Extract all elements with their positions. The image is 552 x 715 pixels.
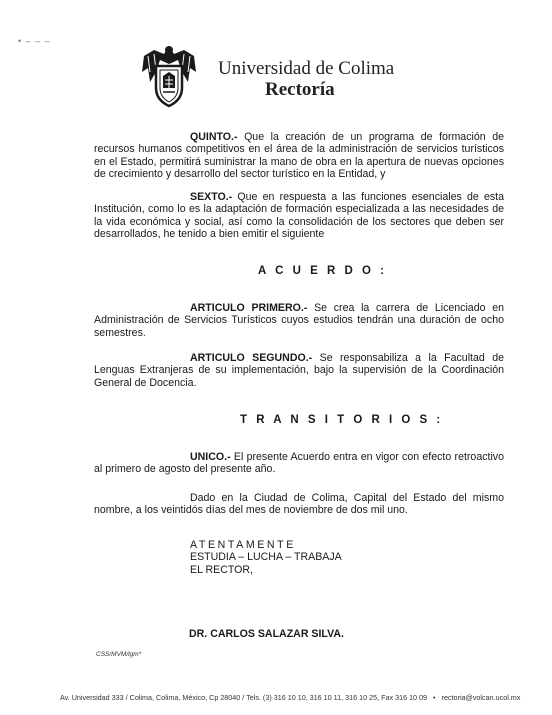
closing-role: EL RECTOR, bbox=[190, 563, 253, 576]
paragraph-lead: ARTICULO SEGUNDO.- bbox=[190, 352, 313, 364]
university-name: Universidad de Colima bbox=[218, 58, 395, 79]
paragraph-text: Que en respuesta a las funciones esenciales de esta bbox=[232, 191, 504, 203]
closing-block bbox=[190, 539, 342, 576]
closing-motto: ESTUDIA – LUCHA – TRABAJA bbox=[190, 551, 342, 564]
paragraph-line: desarrollados, he tenido a bien emitir el siguiente bbox=[94, 228, 325, 241]
paragraph-text: Se responsabiliza a la Facultad de bbox=[312, 352, 504, 364]
reference-initials: CSS/MVM/lgm* bbox=[96, 651, 142, 658]
paragraph-line: recursos humanos competitivos en el área de la administración de servicios turísticos bbox=[94, 143, 504, 156]
paragraph-line: Administración de Servicios Turísticos cuyos estudios tendrán una duración de ocho bbox=[94, 314, 504, 327]
paragraph-line: Dado en la Ciudad de Colima, Capital del Estado del mismo bbox=[190, 492, 504, 504]
paragraph-text: Que la creación de un programa de formación de bbox=[237, 131, 504, 143]
paragraph-line: Institución, como lo es la adaptación de formación especializada a las necesidades de bbox=[94, 203, 504, 216]
paragraph-line: al primero de agosto del presente año. bbox=[94, 463, 276, 476]
scan-mark: • ‒ ‒ ‒ bbox=[18, 36, 51, 46]
office-name: Rectoría bbox=[265, 79, 335, 100]
paragraph-lead: SEXTO.- bbox=[190, 191, 233, 203]
footer-email: rectoria@volcan.ucol.mx bbox=[441, 693, 521, 702]
paragraph-line: de crecimiento y desarrollo del sector turístico en la Entidad, y bbox=[94, 168, 386, 181]
paragraph-line: en el Estado, permitirá suministrar la mano de obra en la apertura de nuevas opciones bbox=[94, 155, 504, 168]
university-seal-icon bbox=[140, 42, 198, 110]
paragraph-text: Se crea la carrera de Licenciado en bbox=[307, 302, 504, 314]
closing-atentamente: ATENTAMENTE bbox=[190, 539, 296, 551]
paragraph-articulo-segundo bbox=[94, 352, 504, 389]
paragraph-line: la vida económica y social, así como la consolidación de los sectores que deben ser bbox=[94, 215, 504, 228]
acuerdo-heading: A C U E R D O : bbox=[258, 265, 387, 277]
paragraph-line: General de Docencia. bbox=[94, 376, 197, 389]
paragraph-text: El presente Acuerdo entra en vigor con efecto retroactivo bbox=[230, 451, 504, 463]
paragraph-sexto bbox=[94, 191, 504, 241]
paragraph-line: nombre, a los veintidós días del mes de noviembre de dos mil uno. bbox=[94, 504, 408, 517]
transitorios-heading: T R A N S I T O R I O S : bbox=[240, 414, 444, 426]
footer-bullet: • bbox=[433, 693, 436, 702]
paragraph-line: semestres. bbox=[94, 326, 146, 339]
footer bbox=[60, 693, 520, 702]
paragraph-dado bbox=[94, 492, 504, 517]
paragraph-lead: QUINTO.- bbox=[190, 131, 238, 143]
paragraph-quinto bbox=[94, 131, 504, 181]
footer-address: Av. Universidad 333 / Colima, Colima, México, Cp 28040 / Tels. (3) 316 10 10, 316 10 11, 316 10 25, Fax 316 10 09 bbox=[60, 693, 428, 702]
signature-name: DR. CARLOS SALAZAR SILVA. bbox=[189, 628, 344, 640]
paragraph-line: Lenguas Extranjeras de su implementación, bajo la supervisión de la Coordinación bbox=[94, 364, 504, 377]
paragraph-lead: ARTICULO PRIMERO.- bbox=[190, 302, 308, 314]
paragraph-articulo-primero bbox=[94, 302, 504, 339]
paragraph-lead: UNICO.- bbox=[190, 451, 231, 463]
paragraph-unico bbox=[94, 451, 504, 476]
